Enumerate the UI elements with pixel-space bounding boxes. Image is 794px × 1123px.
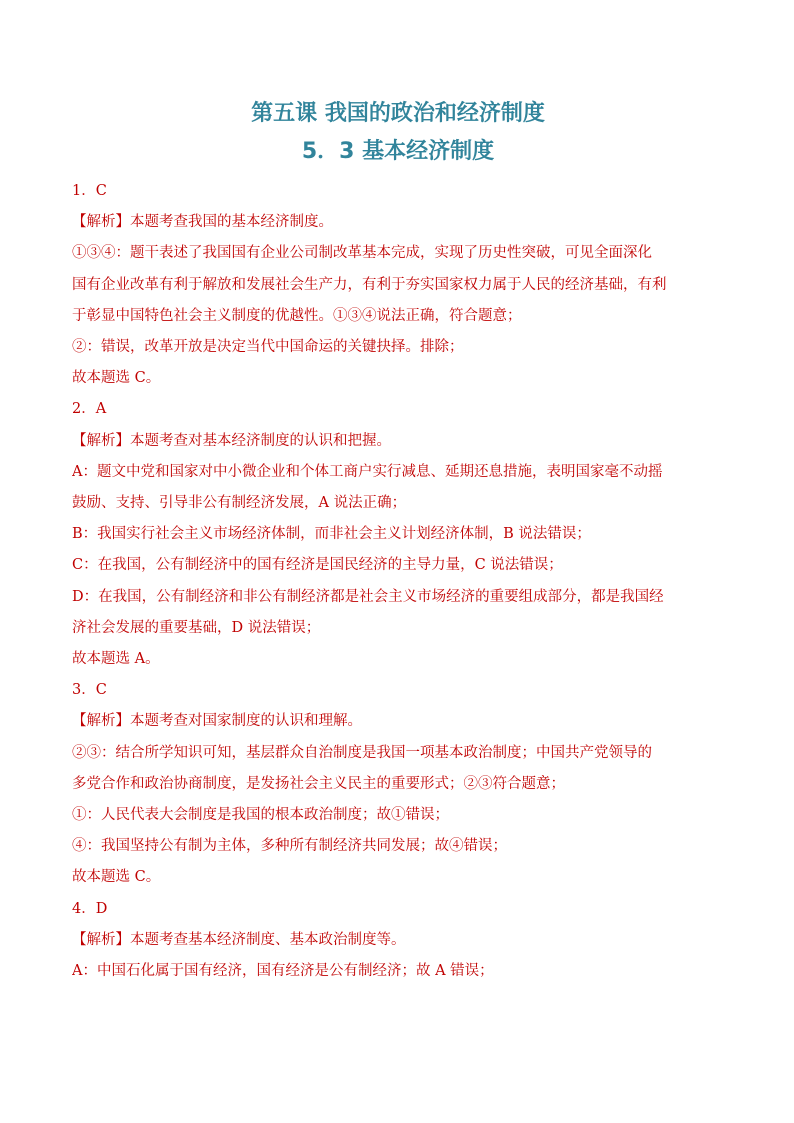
question-1 (72, 176, 724, 394)
question-number: 3．C (72, 682, 107, 699)
question-number: 4．D (72, 900, 108, 917)
analysis-line: ②③：结合所学知识可知，基层群众自治制度是我国一项基本政治制度；中国共产党领导的 (72, 744, 652, 761)
analysis-heading: 【解析】本题考查对国家制度的认识和理解。 (72, 713, 362, 730)
answer-line: 故本题选 A。 (72, 651, 160, 668)
question-2 (72, 394, 724, 675)
analysis-heading: 【解析】本题考查对基本经济制度的认识和把握。 (72, 432, 391, 449)
question-4 (72, 894, 724, 988)
analysis-line: A：题文中党和国家对中小微企业和个体工商户实行减息、延期还息措施，表明国家毫不动摇 (72, 463, 663, 480)
analysis-line: ①③④：题干表述了我国国有企业公司制改革基本完成，实现了历史性突破，可见全面深化 (72, 245, 652, 262)
answer-line: 故本题选 C。 (72, 869, 161, 886)
analysis-line: 鼓励、支持、引导非公有制经济发展，A 说法正确； (72, 495, 407, 512)
analysis-line: 于彰显中国特色社会主义制度的优越性。①③④说法正确，符合题意； (72, 307, 522, 324)
analysis-line: 多党合作和政治协商制度，是发扬社会主义民主的重要形式；②③符合题意； (72, 775, 565, 792)
analysis-heading: 【解析】本题考查我国的基本经济制度。 (72, 214, 333, 231)
analysis-line: A：中国石化属于国有经济，国有经济是公有制经济；故 A 错误； (72, 963, 494, 980)
analysis-line: B：我国实行社会主义市场经济体制，而非社会主义计划经济体制，B 说法错误； (72, 526, 591, 543)
analysis-line: 济社会发展的重要基础，D 说法错误； (72, 619, 321, 636)
page-subtitle: 5．3 基本经济制度 (301, 139, 495, 164)
page-title: 第五课 我国的政治和经济制度 (251, 101, 545, 126)
analysis-line: 国有企业改革有利于解放和发展社会生产力，有利于夯实国家权力属于人民的经济基础，有利 (72, 276, 667, 293)
analysis-line: ④：我国坚持公有制为主体，多种所有制经济共同发展；故④错误； (72, 838, 507, 855)
question-number: 1．C (72, 183, 107, 199)
question-number: 2．A (72, 401, 107, 418)
answer-line: 故本题选 C。 (72, 370, 161, 387)
analysis-line: D：在我国，公有制经济和非公有制经济都是社会主义市场经济的重要组成部分，都是我国经 (72, 588, 664, 605)
analysis-line: ①：人民代表大会制度是我国的根本政治制度；故①错误； (72, 807, 449, 824)
analysis-heading: 【解析】本题考查基本经济制度、基本政治制度等。 (72, 931, 406, 948)
analysis-line: ②：错误，改革开放是决定当代中国命运的关键抉择。排除； (72, 339, 464, 356)
question-3 (72, 675, 724, 893)
document-page (72, 96, 724, 987)
analysis-line: C：在我国，公有制经济中的国有经济是国民经济的主导力量，C 说法错误； (72, 557, 563, 574)
